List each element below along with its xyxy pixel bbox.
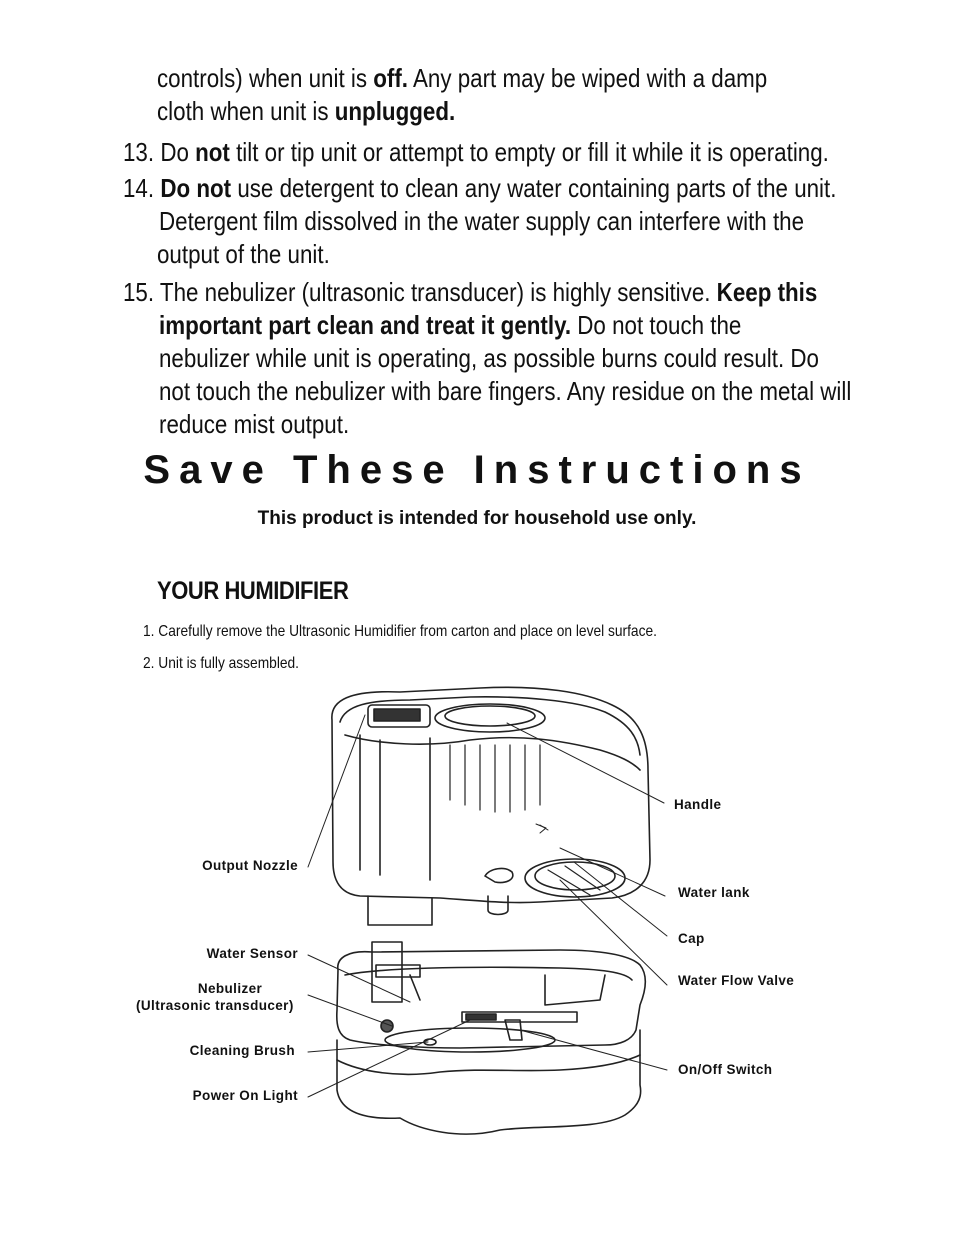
bold-text: Keep this [716, 277, 818, 307]
label-cleaning-brush: Cleaning Brush [189, 1043, 295, 1058]
label-water-flow-valve: Water Flow Valve [678, 973, 795, 988]
water-tank-illustration [332, 687, 650, 925]
section-heading: YOUR HUMIDIFIER [157, 577, 349, 605]
text: cloth when unit is [157, 96, 335, 126]
text: use detergent to clean any water containing parts of the unit. [231, 173, 837, 203]
item-number: 13. [123, 137, 155, 167]
label-water-tank: Water lank [678, 885, 750, 900]
label-cap: Cap [678, 931, 705, 946]
item-number: 14. [123, 173, 155, 203]
label-on-off-switch: On/Off Switch [678, 1062, 773, 1077]
text: Any part may be wiped with a damp [408, 63, 768, 93]
label-output-nozzle: Output Nozzle [202, 858, 298, 873]
bold-text: unplugged. [334, 96, 456, 126]
setup-step-1: 1. Carefully remove the Ultrasonic Humidifier from carton and place on level surface. [143, 623, 657, 640]
text: Do [160, 137, 196, 167]
instruction-item-14-line2: Detergent film dissolved in the water supply can interfere with the [159, 206, 805, 236]
save-instructions-title: Save These Instructions [143, 448, 811, 492]
text: Do not touch the [571, 310, 742, 340]
base-illustration [337, 942, 646, 1134]
instruction-item-15-line4: not touch the nebulizer with bare fingers. Any residue on the metal will [159, 376, 852, 406]
bold-text: Do not [160, 173, 232, 203]
instruction-item-15-line5: reduce mist output. [159, 409, 350, 439]
household-use-note: This product is intended for household use only. [257, 508, 697, 529]
label-water-sensor: Water Sensor [206, 946, 298, 961]
text: tilt or tip unit or attempt to empty or fill it while it is operating. [229, 137, 829, 167]
bold-text: off. [373, 63, 409, 93]
text: The nebulizer (ultrasonic transducer) is highly sensitive. [159, 277, 717, 307]
bold-text: not [195, 137, 230, 167]
item-number: 15. [123, 277, 155, 307]
label-handle: Handle [674, 797, 722, 812]
label-power-on-light: Power On Light [192, 1088, 298, 1103]
text: controls) when unit is [157, 63, 374, 93]
label-nebulizer: Nebulizer [197, 981, 263, 996]
setup-step-2: 2. Unit is fully assembled. [143, 655, 300, 672]
instruction-item-14-line3: output of the unit. [157, 239, 330, 269]
bold-text: important part clean and treat it gently. [159, 310, 572, 340]
label-nebulizer-sub: (Ultrasonic transducer) [136, 998, 294, 1013]
instruction-item-15-line3: nebulizer while unit is operating, as possible burns could result. Do [159, 343, 819, 373]
